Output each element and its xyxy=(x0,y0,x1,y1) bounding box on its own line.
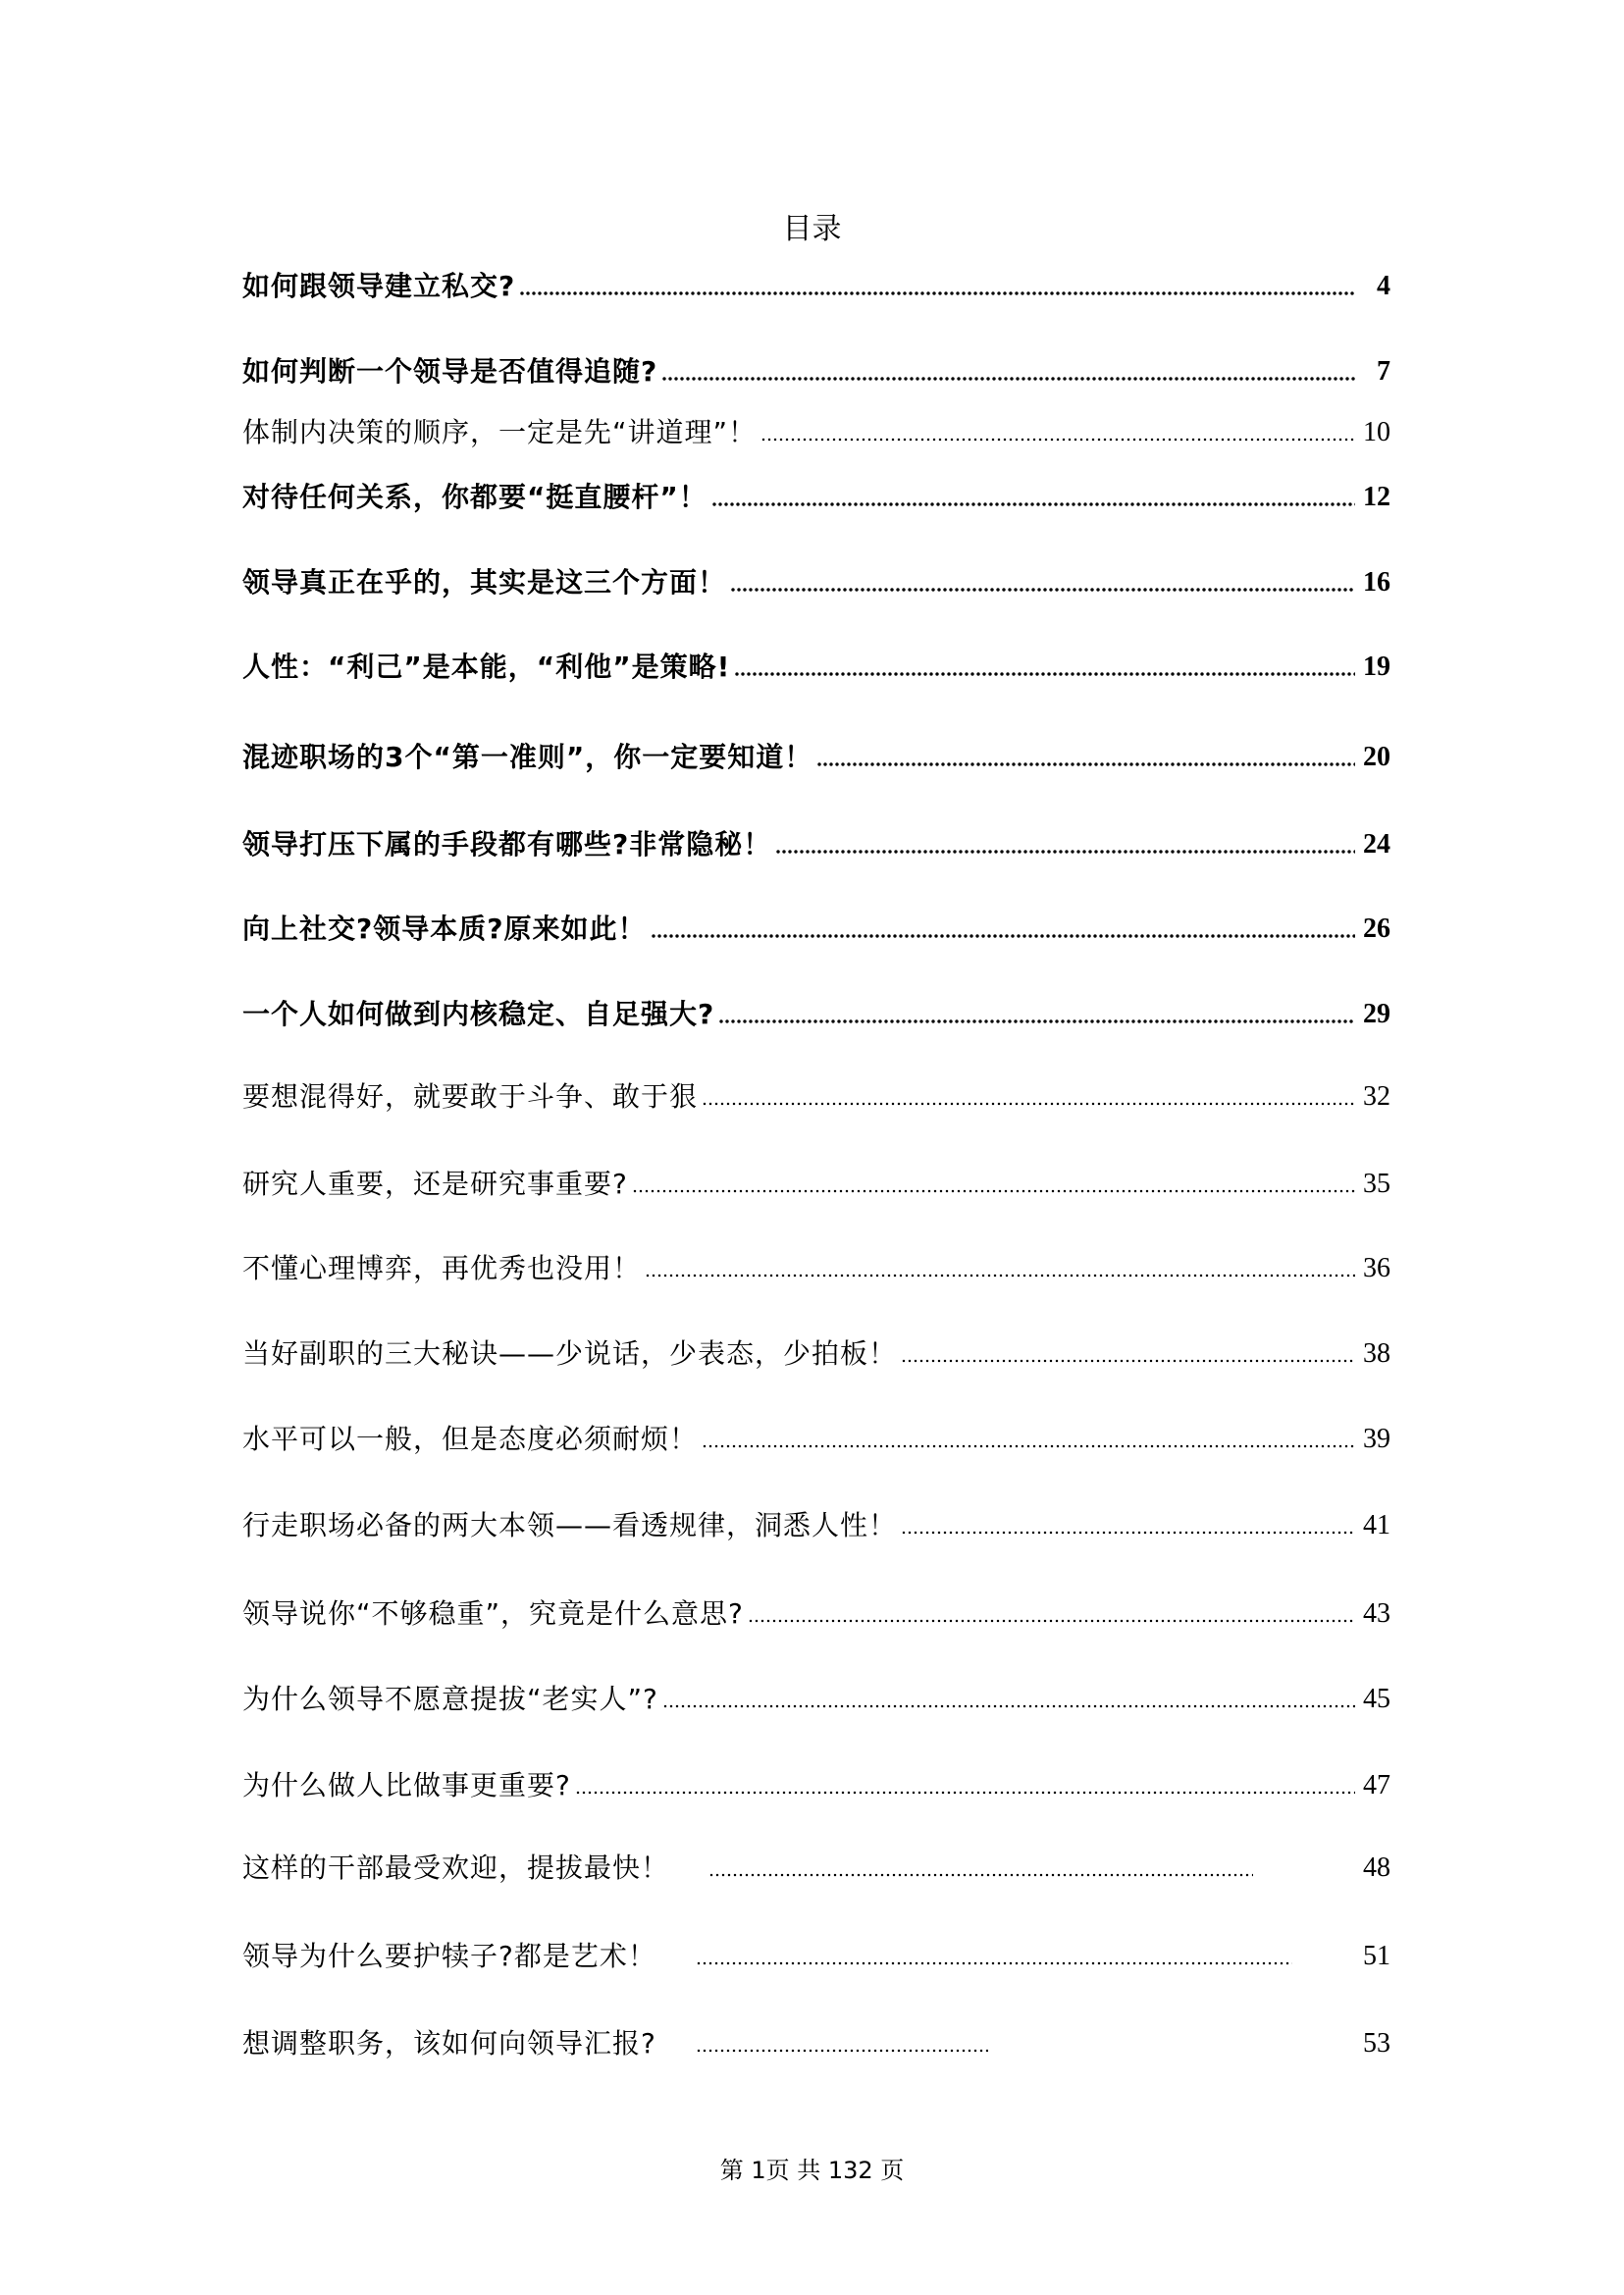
toc-entry-title: 一个人如何做到内核稳定、自足强大? xyxy=(242,998,715,1030)
toc-entry[interactable] xyxy=(242,1165,1390,1204)
toc-entry-title: 行走职场必备的两大本领——看透规律，洞悉人性！ xyxy=(242,1509,898,1541)
toc-entry-title: 这样的干部最受欢迎，提拔最快！ xyxy=(242,1852,670,1884)
dot-leader xyxy=(632,1188,1355,1194)
dot-leader xyxy=(901,1530,1355,1536)
toc-entry[interactable] xyxy=(242,1766,1390,1805)
toc-entry-title: 为什么做人比做事更重要? xyxy=(242,1769,571,1801)
toc-entry-page: 24 xyxy=(1363,829,1390,860)
toc-entry-title: 人性：“利己”是本能，“利他”是策略! xyxy=(242,651,731,683)
toc-entry-page: 41 xyxy=(1363,1510,1390,1540)
dot-leader xyxy=(702,1443,1355,1449)
toc-title: 目录 xyxy=(782,212,842,246)
toc-entry-page: 53 xyxy=(1363,2028,1390,2059)
toc-entry-page: 51 xyxy=(1363,1941,1390,1971)
toc-entry-page: 16 xyxy=(1363,567,1390,598)
toc-entry-title: 领导为什么要护犊子?都是艺术！ xyxy=(242,1940,656,1972)
toc-entry[interactable] xyxy=(242,1594,1390,1634)
toc-entry[interactable] xyxy=(242,267,1390,306)
page-footer: 第 1页 共 132 页 xyxy=(719,2157,905,2184)
dot-leader xyxy=(730,587,1355,593)
dot-leader xyxy=(696,2048,988,2054)
toc-entry-title: 当好副职的三大秘诀——少说话，少表态，少拍板！ xyxy=(242,1337,898,1370)
toc-entry[interactable] xyxy=(242,352,1390,391)
toc-entry-page: 45 xyxy=(1363,1684,1390,1714)
toc-entry-page: 20 xyxy=(1363,742,1390,772)
toc-entry-page: 38 xyxy=(1363,1338,1390,1369)
toc-entry-page: 39 xyxy=(1363,1424,1390,1454)
toc-entry[interactable] xyxy=(242,1937,1390,1976)
dot-leader xyxy=(708,1872,1253,1878)
toc-entry[interactable] xyxy=(242,478,1390,517)
dot-leader xyxy=(734,671,1355,677)
dot-leader xyxy=(760,437,1355,443)
toc-entry-page: 36 xyxy=(1363,1253,1390,1283)
toc-entry-title: 不懂心理博弈，再优秀也没用！ xyxy=(242,1252,642,1284)
toc-entry[interactable] xyxy=(242,1680,1390,1719)
toc-entry-page: 7 xyxy=(1377,356,1390,387)
dot-leader xyxy=(711,501,1355,507)
toc-entry-page: 19 xyxy=(1363,652,1390,682)
dot-leader xyxy=(718,1018,1355,1024)
toc-entry-title: 向上社交?领导本质?原来如此！ xyxy=(242,913,647,945)
toc-entry[interactable] xyxy=(242,1506,1390,1545)
toc-entry-page: 4 xyxy=(1377,271,1390,301)
toc-entry-page: 43 xyxy=(1363,1598,1390,1629)
toc-entry-title: 如何判断一个领导是否值得追随? xyxy=(242,355,658,388)
dot-leader xyxy=(645,1273,1355,1278)
toc-entry-title: 体制内决策的顺序，一定是先“讲道理”！ xyxy=(242,416,758,448)
toc-entry-page: 26 xyxy=(1363,913,1390,944)
toc-entry-page: 29 xyxy=(1363,999,1390,1029)
toc-entry-title: 要想混得好，就要敢于斗争、敢于狠 xyxy=(242,1080,699,1113)
dot-leader xyxy=(519,290,1355,296)
toc-entry-page: 35 xyxy=(1363,1169,1390,1199)
toc-entry-title: 领导真正在乎的，其实是这三个方面！ xyxy=(242,566,727,599)
toc-entry-title: 想调整职务，该如何向领导汇报? xyxy=(242,2027,656,2060)
toc-entry[interactable] xyxy=(242,910,1390,949)
toc-entry[interactable] xyxy=(242,738,1390,777)
toc-entry[interactable] xyxy=(242,1334,1390,1374)
toc-entry-page: 10 xyxy=(1363,417,1390,447)
toc-entry[interactable] xyxy=(242,648,1390,687)
dot-leader xyxy=(661,376,1355,382)
toc-entry[interactable] xyxy=(242,1849,1390,1888)
toc-entry[interactable] xyxy=(242,1077,1390,1117)
toc-entry-page: 12 xyxy=(1363,482,1390,512)
toc-entry-title: 研究人重要，还是研究事重要? xyxy=(242,1168,628,1200)
toc-entry[interactable] xyxy=(242,995,1390,1034)
dot-leader xyxy=(816,761,1355,767)
toc-entry-title: 如何跟领导建立私交? xyxy=(242,270,516,302)
toc-entry[interactable] xyxy=(242,563,1390,602)
dot-leader xyxy=(575,1790,1355,1796)
toc-entry-title: 领导打压下属的手段都有哪些?非常隐秘！ xyxy=(242,828,772,861)
toc-entry[interactable] xyxy=(242,825,1390,864)
toc-entry-page: 32 xyxy=(1363,1081,1390,1112)
dot-leader xyxy=(702,1101,1355,1107)
toc-entry-page: 47 xyxy=(1363,1770,1390,1800)
toc-entry[interactable] xyxy=(242,1249,1390,1288)
toc-entry-page: 48 xyxy=(1363,1852,1390,1883)
toc-entry-title: 对待任何关系，你都要“挺直腰杆”！ xyxy=(242,481,707,513)
toc-entry-title: 混迹职场的3个“第一准则”，你一定要知道！ xyxy=(242,741,813,773)
toc-entry[interactable] xyxy=(242,1420,1390,1459)
dot-leader xyxy=(901,1358,1355,1364)
dot-leader xyxy=(696,1960,1292,1966)
dot-leader xyxy=(662,1703,1355,1709)
toc-entry-title: 为什么领导不愿意提拔“老实人”? xyxy=(242,1683,658,1715)
toc-entry-title: 水平可以一般，但是态度必须耐烦！ xyxy=(242,1423,699,1455)
toc-entry[interactable] xyxy=(242,2024,1390,2063)
toc-entry-title: 领导说你“不够稳重”，究竟是什么意思? xyxy=(242,1597,744,1630)
dot-leader xyxy=(775,849,1355,855)
dot-leader xyxy=(651,933,1356,939)
toc-entry[interactable] xyxy=(242,413,1390,452)
dot-leader xyxy=(748,1618,1355,1624)
